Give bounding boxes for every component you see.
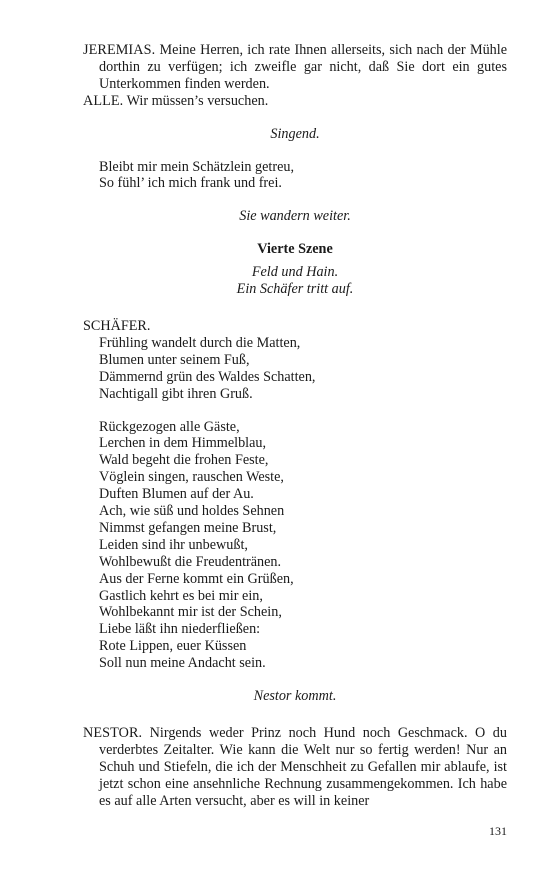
spacer bbox=[83, 672, 507, 688]
speech-jeremias bbox=[83, 42, 507, 93]
verse-line: Aus der Ferne kommt ein Grüßen, bbox=[99, 570, 294, 587]
scene-setting-line: Feld und Hain. bbox=[251, 264, 339, 281]
book-page bbox=[83, 42, 507, 810]
schaefer-stanza-2 bbox=[83, 419, 507, 673]
stage-direction-singend: Singend. bbox=[270, 125, 320, 142]
speech-text: Nirgends weder Prinz noch Hund noch Geschmack. O du verderbtes Zeitalter. Wie kann die Welt nur so fertig werden! Nur an Schuh und Stiefeln, die ich der Menschheit zu Gefallen mir ablaufe, ist jetzt schon eine ansehnliche Rechnung zusammengekommen. Ich habe es auf alle Arten versucht, aber es will in keiner bbox=[99, 725, 507, 809]
verse-line: Leiden sind ihr unbewußt, bbox=[99, 536, 248, 553]
verse-line: Frühling wandelt durch die Matten, bbox=[99, 334, 301, 351]
verse-line: Duften Blumen auf der Au. bbox=[99, 486, 254, 503]
page-number: 131 bbox=[489, 824, 507, 838]
verse-line: Vöglein singen, rauschen Weste, bbox=[99, 469, 284, 486]
stage-direction-wandern: Sie wandern weiter. bbox=[239, 208, 351, 225]
speaker-name: JEREMIAS. bbox=[83, 42, 156, 58]
verse-line: Rote Lippen, euer Küssen bbox=[99, 638, 247, 655]
verse-line: Ach, wie süß und holdes Sehnen bbox=[99, 503, 285, 520]
verse-line: Gastlich kehrt es bei mir ein, bbox=[99, 587, 263, 604]
verse-line: Nachtigall gibt ihren Gruß. bbox=[99, 385, 253, 402]
speech-nestor bbox=[83, 725, 507, 810]
speech-text: Wir müssen’s versuchen. bbox=[123, 92, 269, 109]
spacer bbox=[83, 705, 507, 725]
verse-line: Lerchen in dem Himmelblau, bbox=[99, 435, 267, 452]
speech-alle bbox=[83, 93, 507, 110]
speaker-name: ALLE. bbox=[83, 92, 124, 109]
verse-line: Wohlbewußt die Freudentränen. bbox=[99, 553, 282, 570]
spacer bbox=[83, 225, 507, 241]
spacer bbox=[83, 192, 507, 208]
scene-setting-line: Ein Schäfer tritt auf. bbox=[236, 281, 354, 298]
speaker-schaefer: SCHÄFER. bbox=[83, 317, 151, 334]
verse-line: Liebe läßt ihn niederfließen: bbox=[99, 621, 261, 638]
stage-direction-nestor-kommt: Nestor kommt. bbox=[253, 688, 337, 705]
verse-line: So fühl’ ich mich frank und frei. bbox=[99, 175, 282, 192]
verse-line: Rückgezogen alle Gäste, bbox=[99, 418, 240, 435]
verse-line: Soll nun meine Andacht sein. bbox=[99, 655, 266, 672]
song-verse bbox=[83, 159, 507, 193]
speaker-name: NESTOR. bbox=[83, 725, 143, 741]
verse-line: Blumen unter seinem Fuß, bbox=[99, 351, 250, 368]
schaefer-stanza-1 bbox=[83, 335, 507, 403]
verse-line: Wohlbekannt mir ist der Schein, bbox=[99, 604, 282, 621]
spacer bbox=[83, 298, 507, 318]
verse-line: Bleibt mir mein Schätzlein getreu, bbox=[99, 158, 295, 175]
spacer bbox=[83, 143, 507, 159]
spacer bbox=[83, 403, 507, 419]
speech-text: Meine Herren, ich rate Ihnen allerseits, sich nach der Mühle dorthin zu verfügen; ich zweifle gar nicht, daß Sie dort ein gutes Unterkommen finden werden. bbox=[99, 42, 507, 92]
spacer bbox=[83, 110, 507, 126]
verse-line: Dämmernd grün des Waldes Schatten, bbox=[99, 368, 316, 385]
verse-line: Wald begeht die frohen Feste, bbox=[99, 452, 269, 469]
scene-title: Vierte Szene bbox=[257, 241, 333, 258]
verse-line: Nimmst gefangen meine Brust, bbox=[99, 519, 277, 536]
